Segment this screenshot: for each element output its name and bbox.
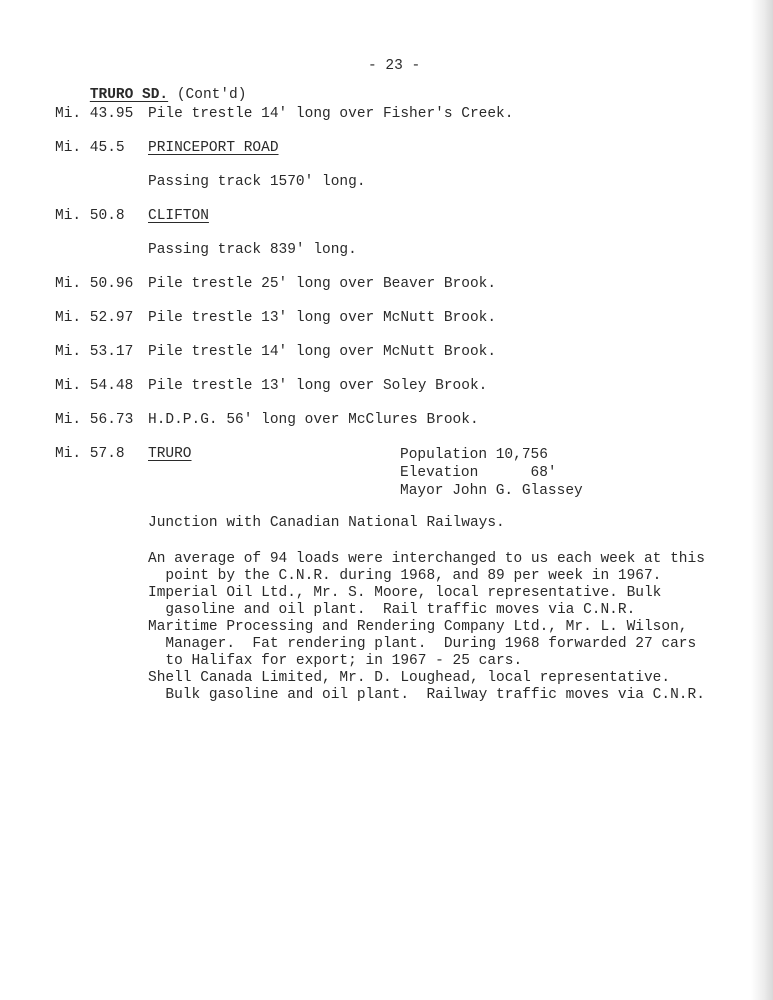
entry-text: Pile trestle 13' long over McNutt Brook.	[148, 310, 497, 326]
station-detail: Passing track 839' long.	[148, 242, 357, 258]
entry-text: Pile trestle 13' long over Soley Brook.	[148, 378, 488, 394]
station-name: TRURO	[148, 446, 192, 462]
para-line: gasoline and oil plant. Rail traffic moves via C.N.R.	[148, 602, 636, 618]
mile-marker: Mi. 50.96	[55, 276, 134, 292]
section-title: TRURO SD.	[89, 87, 169, 103]
mile-marker: Mi. 54.48	[55, 378, 134, 394]
mile-marker: Mi. 56.73	[55, 412, 134, 428]
entry-text: H.D.P.G. 56' long over McClures Brook.	[148, 412, 479, 428]
entry-text: Pile trestle 14' long over Fisher's Creek.	[148, 106, 514, 122]
page-number: - 23 -	[368, 58, 421, 74]
mile-marker: Mi. 57.8	[55, 446, 125, 462]
para-line: Shell Canada Limited, Mr. D. Loughead, local representative.	[148, 670, 671, 686]
para-line: Manager. Fat rendering plant. During 1968 forwarded 27 cars	[148, 636, 697, 652]
elevation-line: Elevation 68'	[400, 465, 557, 481]
mayor-line: Mayor John G. Glassey	[400, 483, 583, 499]
page-edge-shadow	[751, 0, 773, 1000]
mile-marker: Mi. 53.17	[55, 344, 134, 360]
entry-text: Pile trestle 25' long over Beaver Brook.	[148, 276, 497, 292]
station-name: PRINCEPORT ROAD	[148, 140, 279, 156]
mile-marker: Mi. 52.97	[55, 310, 134, 326]
para-line: Maritime Processing and Rendering Company Ltd., Mr. L. Wilson,	[148, 619, 688, 635]
station-name: CLIFTON	[148, 208, 209, 224]
para-line: An average of 94 loads were interchanged to us each week at this	[148, 551, 705, 567]
entry-text: Pile trestle 14' long over McNutt Brook.	[148, 344, 497, 360]
junction-line: Junction with Canadian National Railways.	[148, 515, 505, 531]
para-line: Bulk gasoline and oil plant. Railway traffic moves via C.N.R.	[148, 687, 705, 703]
station-detail: Passing track 1570' long.	[148, 174, 366, 190]
section-continued: (Cont'd)	[176, 87, 247, 103]
para-line: to Halifax for export; in 1967 - 25 cars.	[148, 653, 523, 669]
mile-marker: Mi. 45.5	[55, 140, 125, 156]
para-line: point by the C.N.R. during 1968, and 89 per week in 1967.	[148, 568, 662, 584]
para-line: Imperial Oil Ltd., Mr. S. Moore, local representative. Bulk	[148, 585, 662, 601]
mile-marker: Mi. 43.95	[55, 106, 134, 122]
population-line: Population 10,756	[400, 447, 548, 463]
mile-marker: Mi. 50.8	[55, 208, 125, 224]
